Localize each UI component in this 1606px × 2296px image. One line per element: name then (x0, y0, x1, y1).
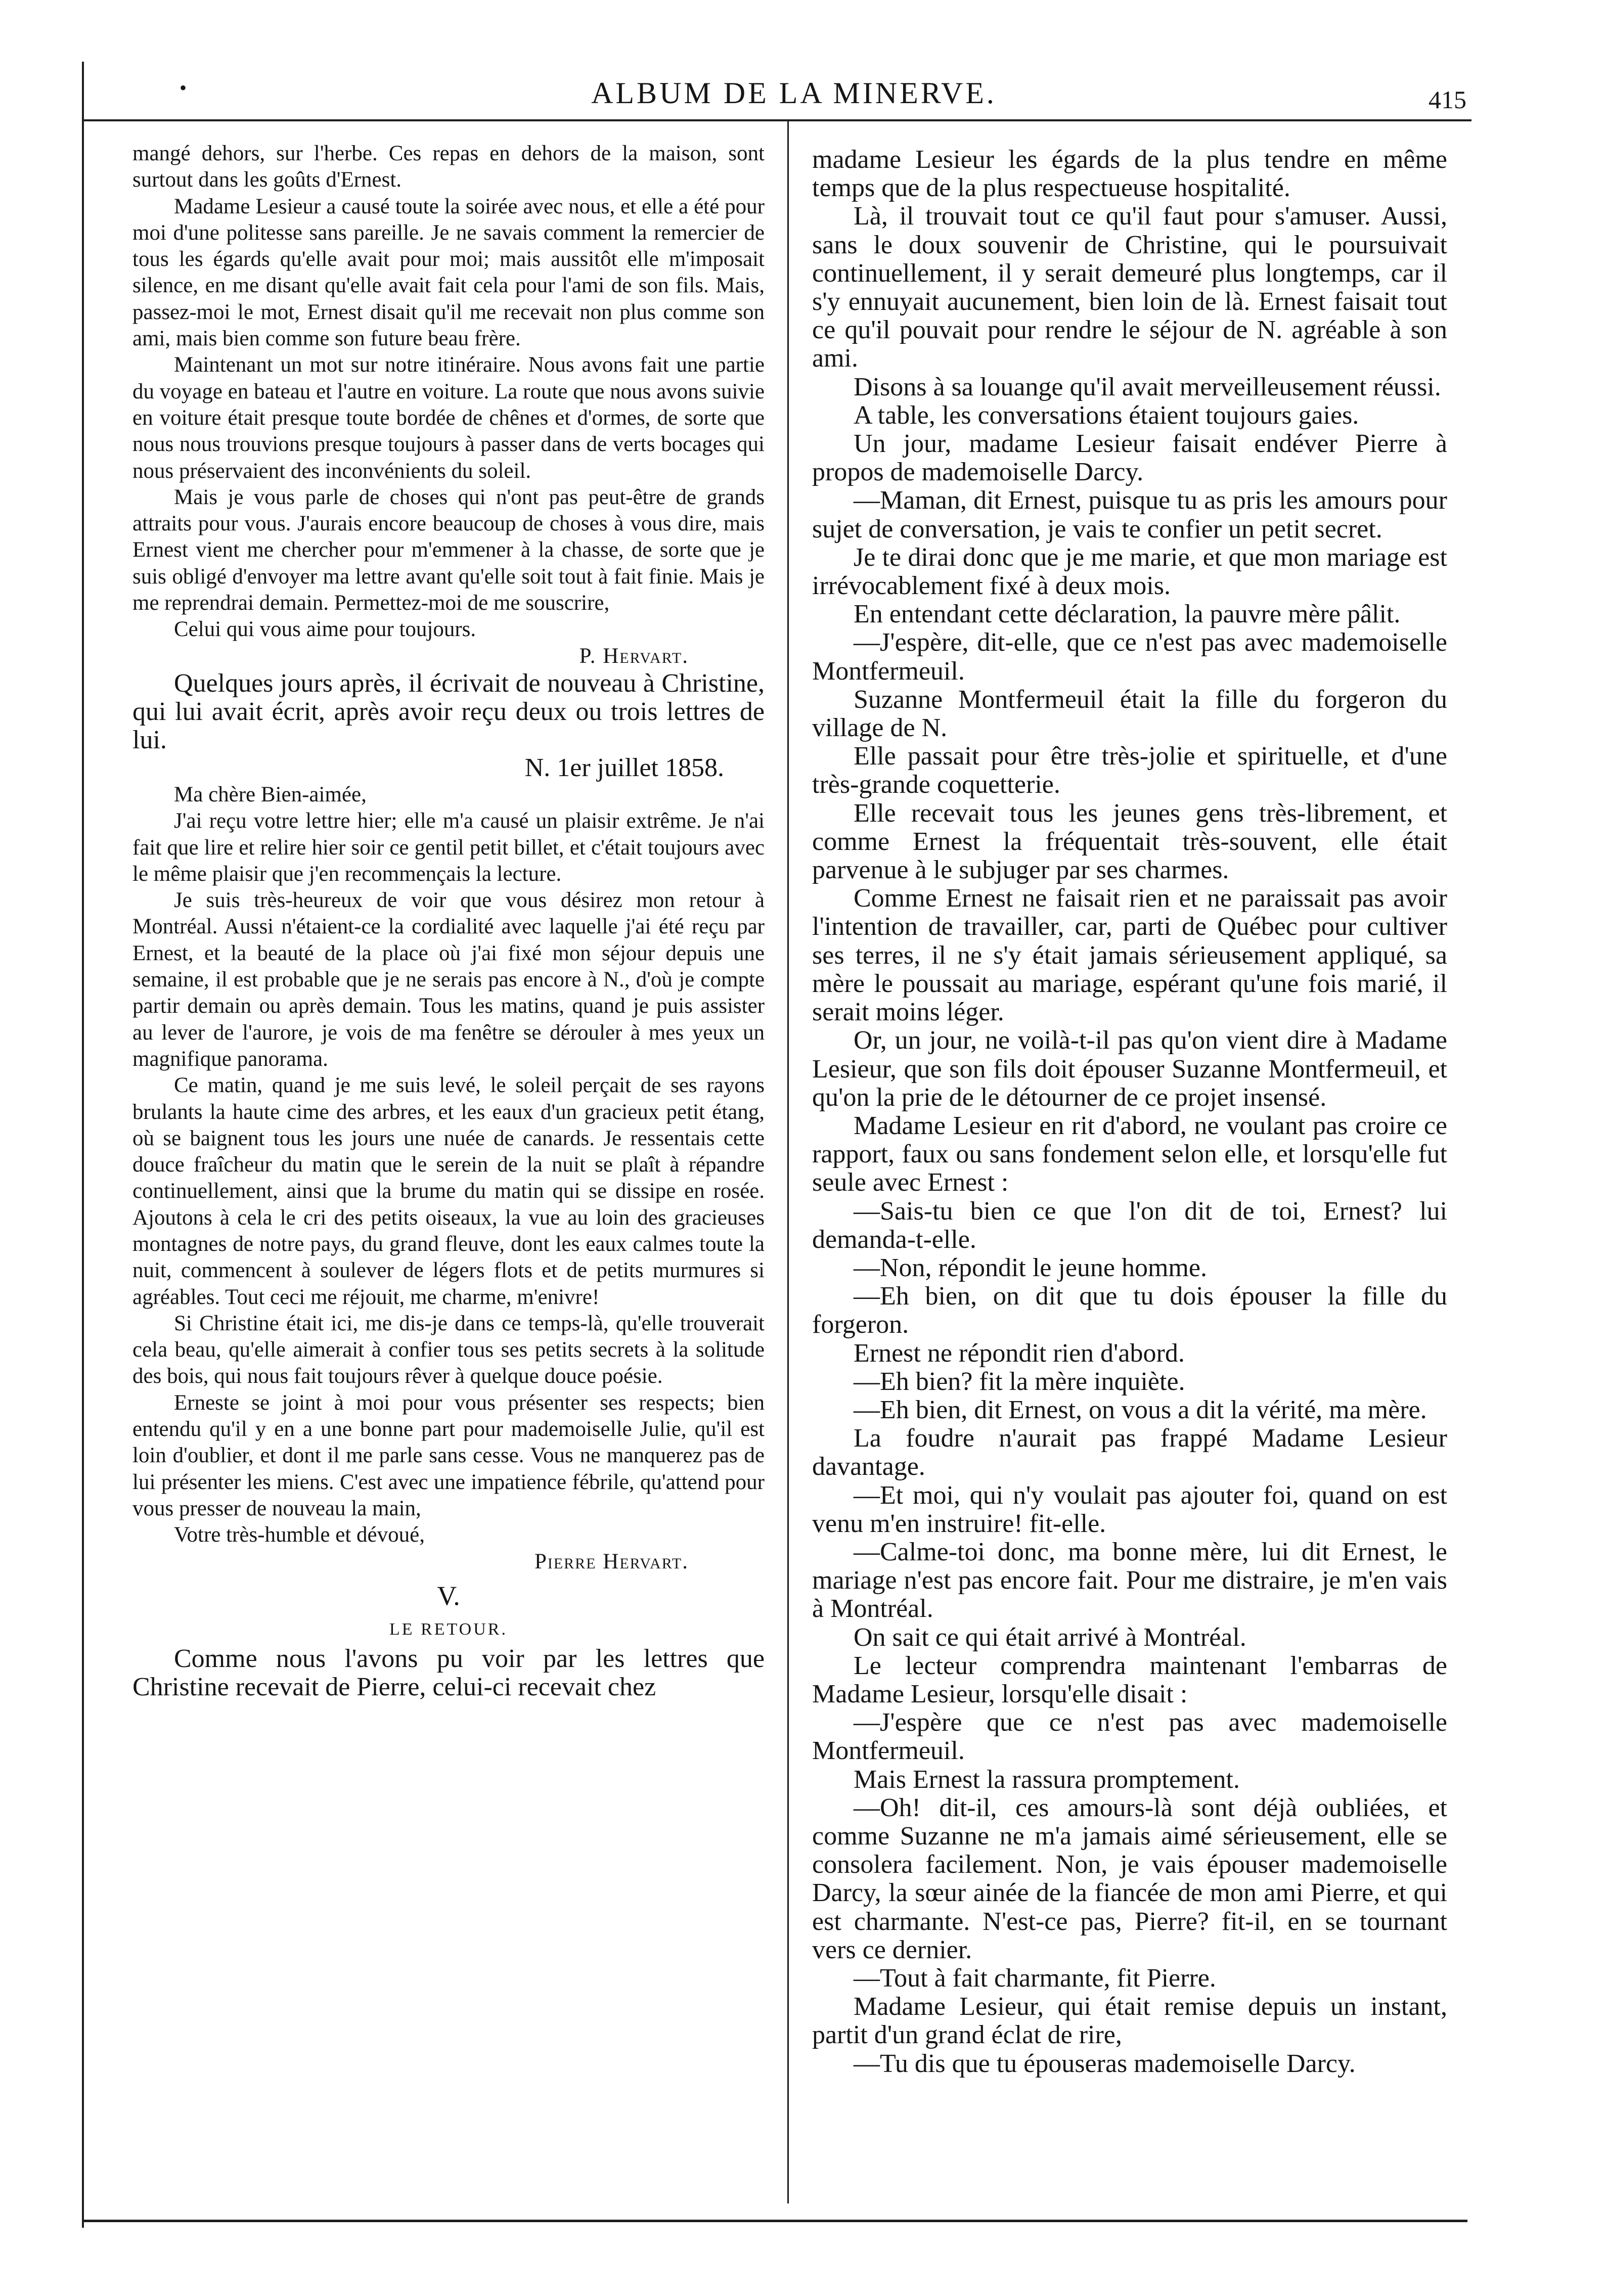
paragraph: —Sais-tu bien ce que l'on dit de toi, Ernest? lui demanda-t-elle. (812, 1196, 1447, 1254)
paragraph: madame Lesieur les égards de la plus tendre en même temps que de la plus respectueuse hospitalité. (812, 145, 1447, 203)
paragraph: —Tu dis que tu épouseras mademoiselle Darcy. (854, 2049, 1356, 2078)
signature-text: Pierre Hervart. (534, 1549, 689, 1573)
paragraph: —Calme-toi donc, ma bonne mère, lui dit Ernest, le mariage n'est pas encore fait. Pour me distraire, je m'en vais à Montréal. (812, 1537, 1447, 1624)
bottom-rule (82, 2220, 1467, 2222)
paragraph: Madame Lesieur a causé toute la soirée avec nous, et elle a été pour moi d'une politesse sans pareille. Je ne savais comment la remercier de tous les égards qu'elle avait pour moi; mais aussitôt elle m'imposait silence, en me disant qu'elle avait fait cela pour l'ami de son fils. Mais, passez-moi le mot, Ernest disait qu'il me recevait non plus comme son ami, mais bien comme son future beau frère. (132, 194, 765, 351)
paragraph: Madame Lesieur, qui était remise depuis un instant, partit d'un grand éclat de rire, (812, 1992, 1447, 2050)
paragraph: Maintenant un mot sur notre itinéraire. Nous avons fait une partie du voyage en bateau et l'autre en voiture. La route que nous avons suivie en voiture était presque toute bordée de chênes et d'ormes, de sorte que nous nous trouvions presque toujours à passer dans de verts bocages qui nous préservaient des inconvénients du soleil. (132, 353, 765, 483)
paragraph: Celui qui vous aime pour toujours. (174, 617, 476, 642)
signature-text: P. Hervart. (579, 644, 689, 668)
paragraph: Là, il trouvait tout ce qu'il faut pour s'amuser. Aussi, sans le doux souvenir de Christine, qui le poursuivait continuellement, il y serait demeuré plus longtemps, car il s'y ennuyait aucunement, bien loin de là. Ernest faisait tout ce qu'il pouvait pour rendre le séjour de N. agréable à son ami. (812, 202, 1447, 373)
paragraph: Ce matin, quand je me suis levé, le soleil perçait de ses rayons brulants la haute cime des arbres, et les eaux d'un gracieux petit étang, où se baignent tous les jours une nuée de canards. Je ressentais cette douce fraîcheur du matin que le serein de la nuit se plaît à répandre continuellement, ainsi que la brume du matin qui se dissipe en rosée. Ajoutons à cela le cri des petits oiseaux, la vue au loin des gracieuses montagnes de notre pays, du grand fleuve, dont les eaux calmes toute la nuit, commencent à soulever de légers flots et de petits murmures si agréables. Tout ceci me réjouit, me charme, m'enivre! (132, 1073, 765, 1309)
paragraph: J'ai reçu votre lettre hier; elle m'a causé un plaisir extrême. Je n'ai fait que lire et relire hier soir ce gentil petit billet, et c'était toujours avec le même plaisir que j'en recommençais la lecture. (132, 809, 765, 886)
paragraph: —Tout à fait charmante, fit Pierre. (854, 1964, 1216, 1993)
paragraph: Mais je vous parle de choses qui n'ont pas peut-être de grands attraits pour vous. J'aurais encore beaucoup de choses à vous dire, mais Ernest vient me chercher pour m'emmener à la chasse, de sorte que je suis obligé d'envoyer ma lettre avant qu'elle soit tout à fait finie. Mais je me reprendrai demain. Permettez-moi de me souscrire, (132, 485, 765, 615)
paragraph: Le lecteur comprendra maintenant l'embarras de Madame Lesieur, lorsqu'elle disait : (812, 1651, 1447, 1708)
header-mark: • (180, 76, 187, 99)
right-column (812, 146, 1447, 2078)
paragraph: Suzanne Montfermeuil était la fille du forgeron du village de N. (812, 685, 1447, 743)
letter-closing: Votre très-humble et dévoué, (174, 1523, 425, 1547)
paragraph: —J'espère, dit-elle, que ce n'est pas avec mademoiselle Montfermeuil. (812, 628, 1447, 686)
paragraph: —Eh bien, on dit que tu dois épouser la fille du forgeron. (812, 1282, 1447, 1339)
paragraph: —Maman, dit Ernest, puisque tu as pris les amours pour sujet de conversation, je vais te confier un petit secret. (812, 486, 1447, 544)
paragraph: A table, les conversations étaient toujours gaies. (854, 400, 1359, 430)
paragraph: Madame Lesieur en rit d'abord, ne voulant pas croire ce rapport, faux ou sans fondement selon elle, et lorsqu'elle fut seule avec Ernest : (812, 1111, 1447, 1197)
header-rule (82, 119, 1471, 121)
paragraph: mangé dehors, sur l'herbe. Ces repas en dehors de la maison, sont surtout dans les goûts d'Ernest. (132, 142, 765, 192)
paragraph: —Non, répondit le jeune homme. (854, 1253, 1207, 1282)
paragraph: Disons à sa louange qu'il avait merveilleusement réussi. (854, 372, 1441, 401)
paragraph: —Et moi, qui n'y voulait pas ajouter foi, quand on est venu m'en instruire! fit-elle. (812, 1480, 1447, 1538)
letter-date: N. 1er juillet 1858. (524, 753, 724, 782)
frame-left-rule (82, 62, 84, 2228)
paragraph: Je te dirai donc que je me marie, et que mon mariage est irrévocablement fixé à deux mois. (812, 543, 1447, 601)
paragraph: Or, un jour, ne voilà-t-il pas qu'on vient dire à Madame Lesieur, que son fils doit épouser Suzanne Montfermeuil, et qu'on la prie de le détourner de ce projet insensé. (812, 1026, 1447, 1112)
paragraph: Ernest ne répondit rien d'abord. (854, 1338, 1185, 1368)
paragraph: —J'espère que ce n'est pas avec mademoiselle Montfermeuil. (812, 1708, 1447, 1766)
paragraph: Je suis très-heureux de voir que vous désirez mon retour à Montréal. Aussi n'étaient-ce la cordialité avec laquelle j'ai été reçu par Ernest, et la beauté de la place où j'ai fixé mon séjour depuis une semaine, il est probable que je ne serais pas encore à N., d'où je compte partir demain ou après demain. Tous les matins, quand je puis assister au lever de l'aurore, je vois de ma fenêtre se dérouler à mes yeux un magnifique panorama. (132, 888, 765, 1071)
narrative-paragraph: Quelques jours après, il écrivait de nouveau à Christine, qui lui avait écrit, après avoir reçu deux ou trois lettres de lui. (132, 668, 765, 754)
paragraph: La foudre n'aurait pas frappé Madame Lesieur davantage. (812, 1424, 1447, 1481)
paragraph: Comme nous l'avons pu voir par les lettres que Christine recevait de Pierre, celui-ci recevait chez (132, 1644, 765, 1701)
paragraph: Mais Ernest la rassura promptement. (854, 1765, 1240, 1794)
letter-signature (132, 643, 765, 669)
paragraph: Erneste se joint à moi pour vous présenter ses respects; bien entendu qu'il y en a une bonne part pour mademoiselle Julie, qu'il est loin d'oublier, et dont il me parle sans cesse. Vous ne manquerez pas de lui présenter les miens. C'est avec une impatience fébrile, qu'attend pour vous presser de nouveau la main, (132, 1390, 765, 1520)
paragraph: Comme Ernest ne faisait rien et ne paraissait pas avoir l'intention de travailler, car, parti de Québec pour cultiver ses terres, il ne s'y était jamais sérieusement appliqué, sa mère le poussait au mariage, espérant qu'une fois marié, il serait moins léger. (812, 884, 1447, 1027)
paragraph: Un jour, madame Lesieur faisait endéver Pierre à propos de mademoiselle Darcy. (812, 429, 1447, 487)
paragraph: On sait ce qui était arrivé à Montréal. (854, 1623, 1246, 1652)
page-number: 415 (1429, 85, 1466, 114)
paragraph: —Eh bien? fit la mère inquiète. (854, 1367, 1185, 1396)
paragraph: En entendant cette déclaration, la pauvre mère pâlit. (854, 600, 1401, 629)
section-number: V. (437, 1580, 460, 1611)
paragraph: Si Christine était ici, me dis-je dans ce temps-là, qu'elle trouverait cela beau, qu'elle aimerait à confier tous ses petits secrets à la solitude des bois, qui nous fait toujours rêver à quelque douce poésie. (132, 1311, 765, 1388)
column-divider (787, 121, 789, 2203)
section-title: LE RETOUR. (389, 1619, 508, 1639)
paragraph: —Oh! dit-il, ces amours-là sont déjà oubliées, et comme Suzanne ne m'a jamais aimé sérieusement, elle se consolera facilement. Non, je vais épouser mademoiselle Darcy, la sœur ainée de la fiancée de mon ami Pierre, et qui est charmante. N'est-ce pas, Pierre? fit-il, en se tournant vers ce dernier. (812, 1793, 1447, 1964)
paragraph: —Eh bien, dit Ernest, on vous a dit la vérité, ma mère. (854, 1395, 1427, 1424)
left-column (132, 141, 765, 1701)
paragraph: Elle passait pour être très-jolie et spirituelle, et d'une très-grande coquetterie. (812, 742, 1447, 799)
running-header: ALBUM DE LA MINERVE. (591, 76, 997, 110)
letter-signature (132, 1549, 765, 1575)
paragraph: Elle recevait tous les jeunes gens très-librement, et comme Ernest la fréquentait très-souvent, elle était parvenue à le subjuger par ses charmes. (812, 798, 1447, 885)
letter-salutation: Ma chère Bien-aimée, (174, 782, 367, 806)
